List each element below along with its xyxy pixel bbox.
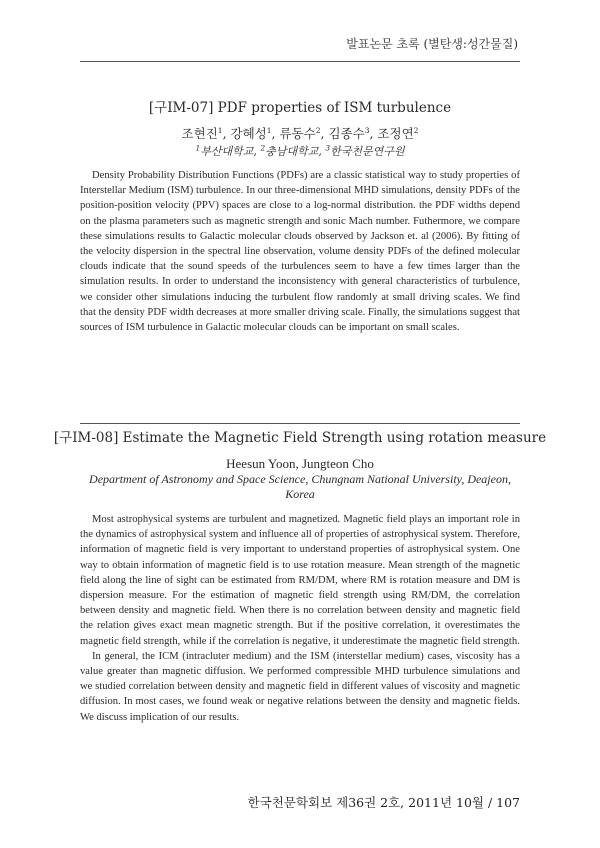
affiliation: 부산대학교	[200, 145, 254, 158]
author: 조정연	[377, 126, 414, 141]
author: 조현진	[181, 126, 218, 141]
abstract-paragraph: In general, the ICM (intracluter medium) and the ISM (interstellar medium) cases, viscosity has a value greater than magnetic diffusion. We performed compressible MHD turbulence simulations and we studied correlation between density and magnetic field in different values of viscosity and magnetic diffusion. In most cases, we found weak or negative relations between the density and magnetic fields. We discuss implication of our results.	[80, 650, 520, 723]
header-rule	[80, 61, 520, 62]
paper2-abstract	[80, 512, 520, 725]
paper1-abstract	[80, 168, 520, 335]
paper2-authors: Heesun Yoon, Jungteon Cho	[226, 456, 374, 471]
paper1-affiliations: $^1$부산대학교, $^2$충남대학교, $^3$한국천문연구원	[195, 143, 405, 158]
abstract-paragraph: Most astrophysical systems are turbulent and magnetized. Magnetic field plays an important role in the dynamics of astrophysical system and influence all of properties of astrophysical system. Therefore, information of magnetic field is very important to understand properties of astrophysical system. One way to obtain information of magnetic field is to use rotation measure. Mean strength of the magnetic field along the line of sight can be estimated from RM/DM, where RM is rotation measure and DM is dispersion measure. For the estimation of magnetic field strength using RM/DM, the correlation between density and magnetic field. When there is no correlation between density and magnetic field the relation gives exact mean magnetic strength. But if the positive correlation, it overestimates the magnetic field strength, while if the correlation is negative, it underestimate the magnetic field strength.	[80, 514, 520, 647]
paper2-affiliation: Department of Astronomy and Space Science, Chungnam National University, Deajeon, Korea	[89, 472, 511, 501]
affiliation: 한국천문연구원	[330, 145, 405, 158]
affiliation: 충남대학교	[265, 145, 319, 158]
running-header: 발표논문 초록 (별탄생:성간물질)	[346, 37, 518, 51]
section-divider	[80, 423, 520, 424]
paper1-authors: 조현진$^1$, 강혜성$^1$, 류동수$^2$, 김종수$^3$, 조정연$^2$	[181, 125, 419, 141]
author: 김종수	[328, 126, 365, 141]
page-footer: 한국천문학회보 제36권 2호, 2011년 10월 / 107	[247, 795, 520, 810]
paper2-title: [구IM-08] Estimate the Magnetic Field Strength using rotation measure	[53, 430, 547, 446]
abstract-paragraph: Density Probability Distribution Functions (PDFs) are a classic statistical way to study properties of Interstellar Medium (ISM) turbulence. In our three-dimensional MHD simulations, density PDFs of the position-position velocity (PPV) spaces are close to a log-normal distribution. the PDF widths depend on the plasma parameters such as magnetic strength and sonic Mach number. Futhermore, we compare these simulations results to Galactic molecular clouds observed by Jackson et. al (2006). By fitting of the velocity dispersion in the spectral line observation, volume density PDFs of the defined molecular clouds indicate that the sound speeds of the turbulences seem to have a few times larger than the simulation results. In order to understand the inconsistency with general characteristics of turbulence, we consider other simulations inducing the turbulent flow randomly at small driving scales. We find that the density PDF width decreases at more smaller driving scale. Finally, the simulations suggest that sources of ISM turbulence in Galactic molecular clouds can be important on small scales.	[80, 170, 520, 334]
author: 류동수	[279, 126, 316, 141]
author: 강혜성	[230, 126, 267, 141]
paper1-title: [구IM-07] PDF properties of ISM turbulence	[148, 100, 452, 116]
